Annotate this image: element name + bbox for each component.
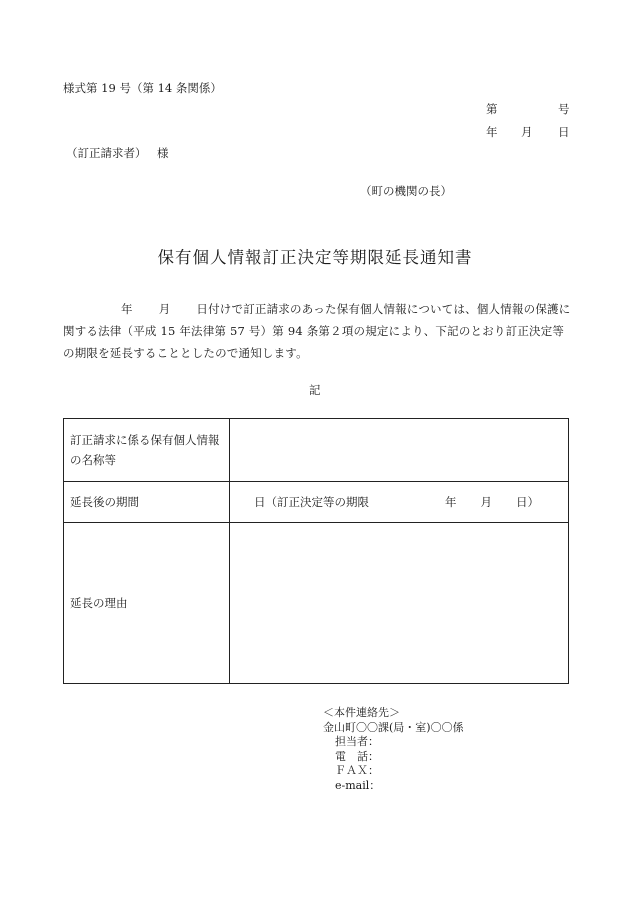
info-name-value — [230, 419, 569, 482]
contact-block — [323, 706, 464, 794]
info-name-label-cell — [64, 419, 230, 482]
details-table — [63, 418, 569, 684]
table-row — [64, 482, 569, 523]
form-number: 様式第 19 号（第 14 条関係） — [63, 81, 222, 95]
notice-body — [63, 298, 573, 364]
period-end: 日） — [516, 495, 539, 509]
contact-person: 担当者： — [335, 735, 379, 749]
contact-department: 金山町〇〇課(局・室)〇〇係 — [323, 720, 464, 734]
contact-fax: ＦＡＸ： — [335, 764, 379, 778]
addressee-name: （訂正請求者） — [66, 146, 147, 160]
period-month: 月 — [480, 495, 492, 509]
body-year: 年 — [121, 302, 133, 316]
document-number-suffix: 号 — [558, 102, 570, 116]
sender-title: （町の機関の長） — [360, 184, 452, 198]
extended-period-value — [230, 482, 569, 523]
addressee-honorific: 様 — [157, 146, 169, 160]
date-month: 月 — [521, 125, 533, 139]
body-month: 月 — [158, 302, 171, 316]
date-day: 日 — [558, 125, 570, 139]
period-day: 日（訂正決定等の期限 — [254, 495, 369, 509]
extension-reason-value — [230, 523, 569, 684]
contact-heading: ＜本件連絡先＞ — [323, 706, 400, 719]
document-number-prefix: 第 — [486, 102, 498, 116]
body-text: 日付けで訂正請求のあった保有個人情報については、個人情報の保護に関する法律（平成 15 年法律第 57 号）第 94 条第２項の規定により、下記のとおり訂正決定等の期限を延長することとしたので通知します。 — [63, 302, 571, 360]
info-name-label: 訂正請求に係る保有個人情報の名称等 — [70, 433, 220, 467]
document-title: 保有個人情報訂正決定等期限延長通知書 — [157, 248, 473, 267]
period-year: 年 — [445, 495, 457, 509]
extension-reason-label: 延長の理由 — [64, 523, 230, 684]
contact-phone: 電 話： — [335, 749, 379, 763]
table-row — [64, 419, 569, 482]
date-year: 年 — [486, 125, 498, 139]
contact-email: e-mail： — [335, 778, 381, 792]
ki-heading: 記 — [309, 383, 321, 397]
extended-period-label: 延長後の期間 — [64, 482, 230, 523]
table-row — [64, 523, 569, 684]
